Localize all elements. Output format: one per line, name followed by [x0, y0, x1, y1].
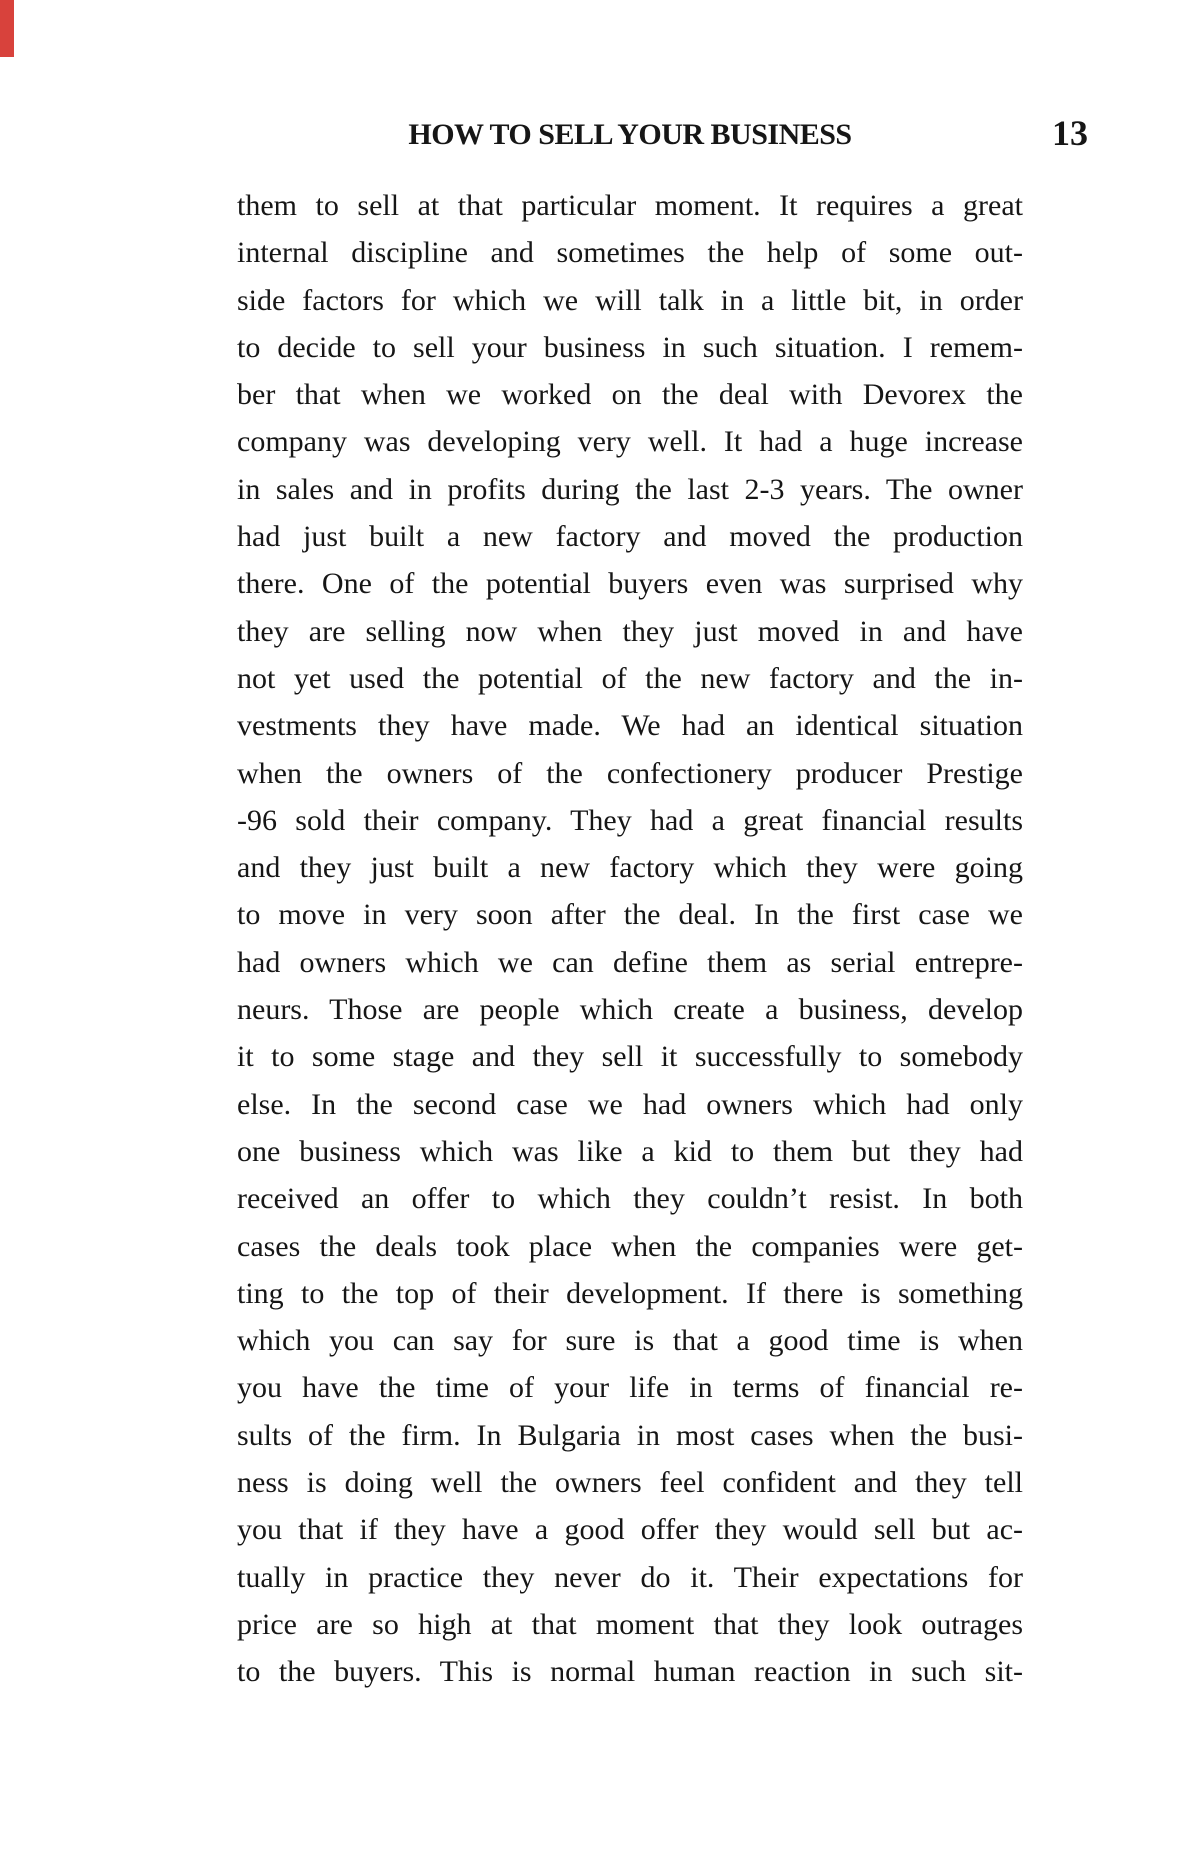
text-line: to move in very soon after the deal. In the first case we: [237, 898, 1023, 932]
text-line: tually in practice they never do it. Their expectations for: [237, 1560, 1023, 1594]
text-line: company was developing very well. It had a huge increase: [237, 425, 1023, 459]
running-header-title: HOW TO SELL YOUR BUSINESS: [408, 118, 852, 151]
text-line: you have the time of your life in terms of financial re-: [237, 1371, 1023, 1405]
text-line: it to some stage and they sell it successfully to somebody: [237, 1040, 1023, 1074]
text-line: to the buyers. This is normal human reaction in such sit-: [237, 1655, 1023, 1689]
text-line: vestments they have made. We had an identical situation: [237, 709, 1023, 743]
text-line: neurs. Those are people which create a business, develop: [237, 993, 1023, 1027]
text-line: had owners which we can define them as serial entrepre-: [237, 945, 1023, 979]
text-line: them to sell at that particular moment. It requires a great: [237, 189, 1023, 222]
text-line: ting to the top of their development. If there is something: [237, 1276, 1023, 1310]
text-line: cases the deals took place when the companies were get-: [237, 1229, 1023, 1263]
red-corner-mark: [0, 0, 14, 57]
text-line: price are so high at that moment that they look outrages: [237, 1607, 1023, 1641]
text-line: there. One of the potential buyers even was surprised why: [237, 567, 1023, 601]
text-line: ness is doing well the owners feel confident and they tell: [237, 1466, 1023, 1500]
text-line: they are selling now when they just moved in and have: [237, 614, 1023, 648]
text-line: received an offer to which they couldn’t resist. In both: [237, 1182, 1023, 1216]
text-line: when the owners of the confectionery producer Prestige: [237, 756, 1023, 790]
text-line: not yet used the potential of the new factory and the in-: [237, 661, 1023, 695]
text-line: sults of the firm. In Bulgaria in most cases when the busi-: [237, 1418, 1023, 1452]
text-line: one business which was like a kid to them but they had: [237, 1134, 1023, 1168]
body-text-block: [237, 182, 1023, 1696]
text-line: to decide to sell your business in such situation. I remem-: [237, 330, 1023, 364]
text-line: -96 sold their company. They had a great financial results: [237, 803, 1023, 837]
text-line: ber that when we worked on the deal with Devorex the: [237, 378, 1023, 412]
text-line: and they just built a new factory which they were going: [237, 851, 1023, 885]
text-line: you that if they have a good offer they would sell but ac-: [237, 1513, 1023, 1547]
text-line: had just built a new factory and moved the production: [237, 520, 1023, 554]
page-number: 13: [1052, 113, 1088, 153]
text-line: else. In the second case we had owners which had only: [237, 1087, 1023, 1121]
text-line: side factors for which we will talk in a little bit, in order: [237, 283, 1023, 317]
text-line: internal discipline and sometimes the help of some out-: [237, 236, 1023, 270]
text-line: in sales and in profits during the last 2-3 years. The owner: [237, 472, 1023, 506]
text-line: which you can say for sure is that a good time is when: [237, 1324, 1023, 1358]
